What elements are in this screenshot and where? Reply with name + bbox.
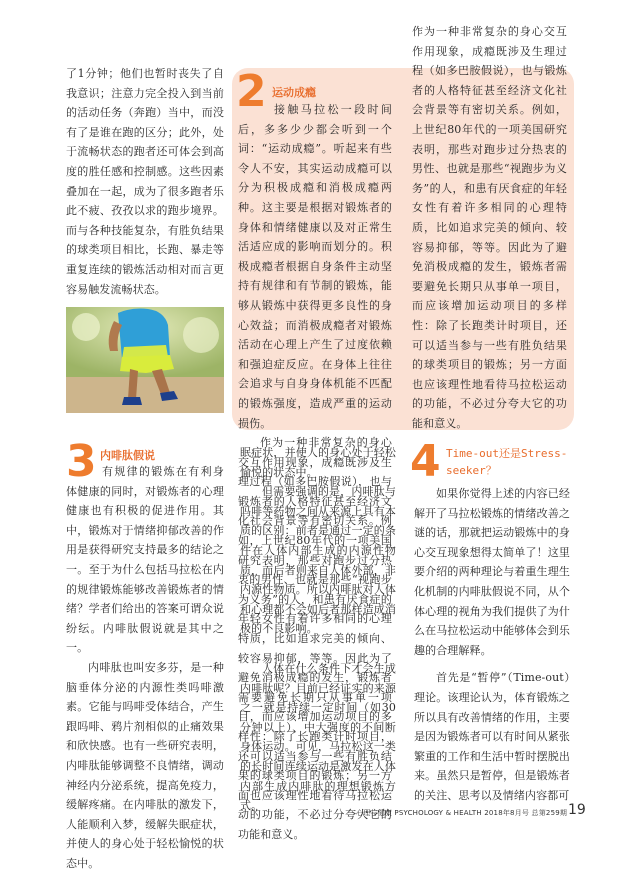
section4-para2: 首先是“暂停”（Time-out）理论。该理论认为，体育锻炼之所以具有改善情绪的作用，主要是因为锻炼者可以有时间从紧张繁重的工作和生活中暂时摆脱出来。虽然只是暂停，但是锻炼者的关注、思考以及情绪内容都可 <box>414 671 570 802</box>
page-number: 19 <box>568 802 586 818</box>
footer-text: 心理与健康 PSYCHOLOGY & HEALTH 2018年8月号 总第259期 <box>356 809 568 817</box>
runner-photo <box>66 307 224 413</box>
section2-number: 2 <box>236 66 267 117</box>
section3-para4: 人体在什么条件下才会生成内啡肽呢？目前已经证实的来源之一就是持续一定时间（如30分钟以上）、中大强度的不间断身体运动。可见，马拉松这一类的长时间连续运动是激发在人体内部生成内啡肽的理想锻炼方式。 <box>240 661 396 813</box>
col1-top-text <box>66 64 224 299</box>
runner-illustration <box>66 307 224 413</box>
section3-para2: 内啡肽也叫安多芬，是一种脑垂体分泌的内源性类吗啡激素。它能与吗啡受体结合，产生跟吗啡、鸦片剂相似的止痛效果和欣快感。也有一些研究表明，内啡肽能够调整不良情绪，调动神经内分泌系统，提高免疫力，缓解疼痛。在内啡肽的激发下，人能顺利入梦，缓解失眠症状，并使人的身心处于轻松愉悦的状态中。 <box>66 660 224 870</box>
section3-col-left <box>66 462 224 870</box>
section3-number: 3 <box>66 436 97 487</box>
section3-para2-tail: 眠症状，并使人的身心处于轻松愉悦的状态中。 <box>240 446 396 479</box>
section2-para1: 接触马拉松一段时间后，多多少少都会听到一个词：“运动成瘾”。听起来有些令人不安，其实运动成瘾可以分为积极成瘾和消极成瘾两种。这主要是根据对锻炼者的身体和情绪健康以及对正常生活适应成的影响而划分的。积极成瘾者根据自身条件主动坚持有规律和有节制的锻炼，能够从锻炼中获得更多良性的身心效益；而消极成瘾者对锻炼活动在心理上产生了过度依赖和强迫症反应。在身体上往往会追求与自身身体机能不匹配的锻炼强度，造成严重的运动损伤。 <box>238 103 392 430</box>
section2-title: 运动成瘾 <box>272 86 316 99</box>
section3-para3: 但需要强调的是，内啡肽与吗啡等药物之间从来源上具有本质的区别：前者是通过一定的条件在人体内部生成的内源性物质，而后者则来自人体外部，非内源性物质。所以内啡肽对人体和心理都不会如后者那样造成消极的不良影响。 <box>240 485 396 636</box>
section3-title: 内啡肽假说 <box>100 449 155 462</box>
section4-title: Time-out还是Stress-seeker？ <box>446 447 568 477</box>
section2-col-right <box>412 25 567 430</box>
paragraph: 了1分钟；他们也暂时丧失了自我意识；注意力完全投入到当前的活动任务（奔跑）当中，而没有了是谁在跑的区分；此外，处于流畅状态的跑者还可体会到高度的胜任感和控制感。这些因素叠加在一起，成为了很多跑者乐此不疲、孜孜以求的跑步境界。而与各种技能复杂，有胜负结果的球类项目相比，长跑、暴走等重复连续的锻炼活动相对而言更容易触发流畅状态。 <box>66 67 224 296</box>
section4-col <box>414 484 570 802</box>
section3-para1: 有规律的锻炼在有利身体健康的同时，对锻炼者的心理健康也有积极的促进作用。其中，锻炼对于情绪抑郁改善的作用是获得研究支持最多的结论之一。至于为什么包括马拉松在内的规律锻炼能够改善锻炼者的情绪？学者们给出的答案可谓众说纷纭。内啡肽假说就是其中之一。 <box>66 465 224 655</box>
section4-number: 4 <box>410 436 441 487</box>
section4-para1: 如果你觉得上述的内容已经解开了马拉松锻炼的情绪改善之谜的话，那就把运动锻炼中的身心交互现象想得太简单了！这里要介绍的两种理论与着重生理生化机制的内啡肽假说不同，从个体心理的视角为我们提供了为什么在马拉松运动中能够体会到乐趣的合理解释。 <box>414 487 570 657</box>
section2-para2: 作为一种非常复杂的身心交互作用现象，成瘾既涉及生理过程（如多巴胺假说），也与锻炼者的人格特征甚至经济文化社会背景等有密切关系。例如，上世纪80年代的一项美国研究表明，那些对跑步过分热衷的男性、也就是那些“视跑步为义务”的人，和患有厌食症的年轻女性有着许多相同的心理特质，比如追求完美的倾向、较容易抑郁，等等。因此为了避免消极成瘾的发生，锻炼者需要避免长期只从事单一项目，而应该增加运动项目的多样性：除了长跑类计时项目，还可以适当参与一些有胜负结果的球类项目的锻炼；另一方面也应该理性地看待马拉松运动的功能，不必过分夸大它的功能和意义。 <box>238 436 392 841</box>
section2-para2-cont: 作为一种非常复杂的身心交互作用现象，成瘾既涉及生理过程（如多巴胺假说），也与锻炼者的人格特征甚至经济文化社会背景等有密切关系。例如，上世纪80年代的一项美国研究表明，那些对跑步过分热衷的男性、也就是那些“视跑步为义务”的人，和患有厌食症的年轻女性有着许多相同的心理特质，比如追求完美的倾向、较容易抑郁，等等。因此为了避免消极成瘾的发生，锻炼者需要避免长期只从事单一项目，而应该增加运动项目的多样性：除了长跑类计时项目，还可以适当参与一些有胜负结果的球类项目的锻炼；另一方面也应该理性地看待马拉松运动的功能，不必过分夸大它的功能和意义。 <box>412 25 567 430</box>
section3-col-mid <box>240 443 396 813</box>
